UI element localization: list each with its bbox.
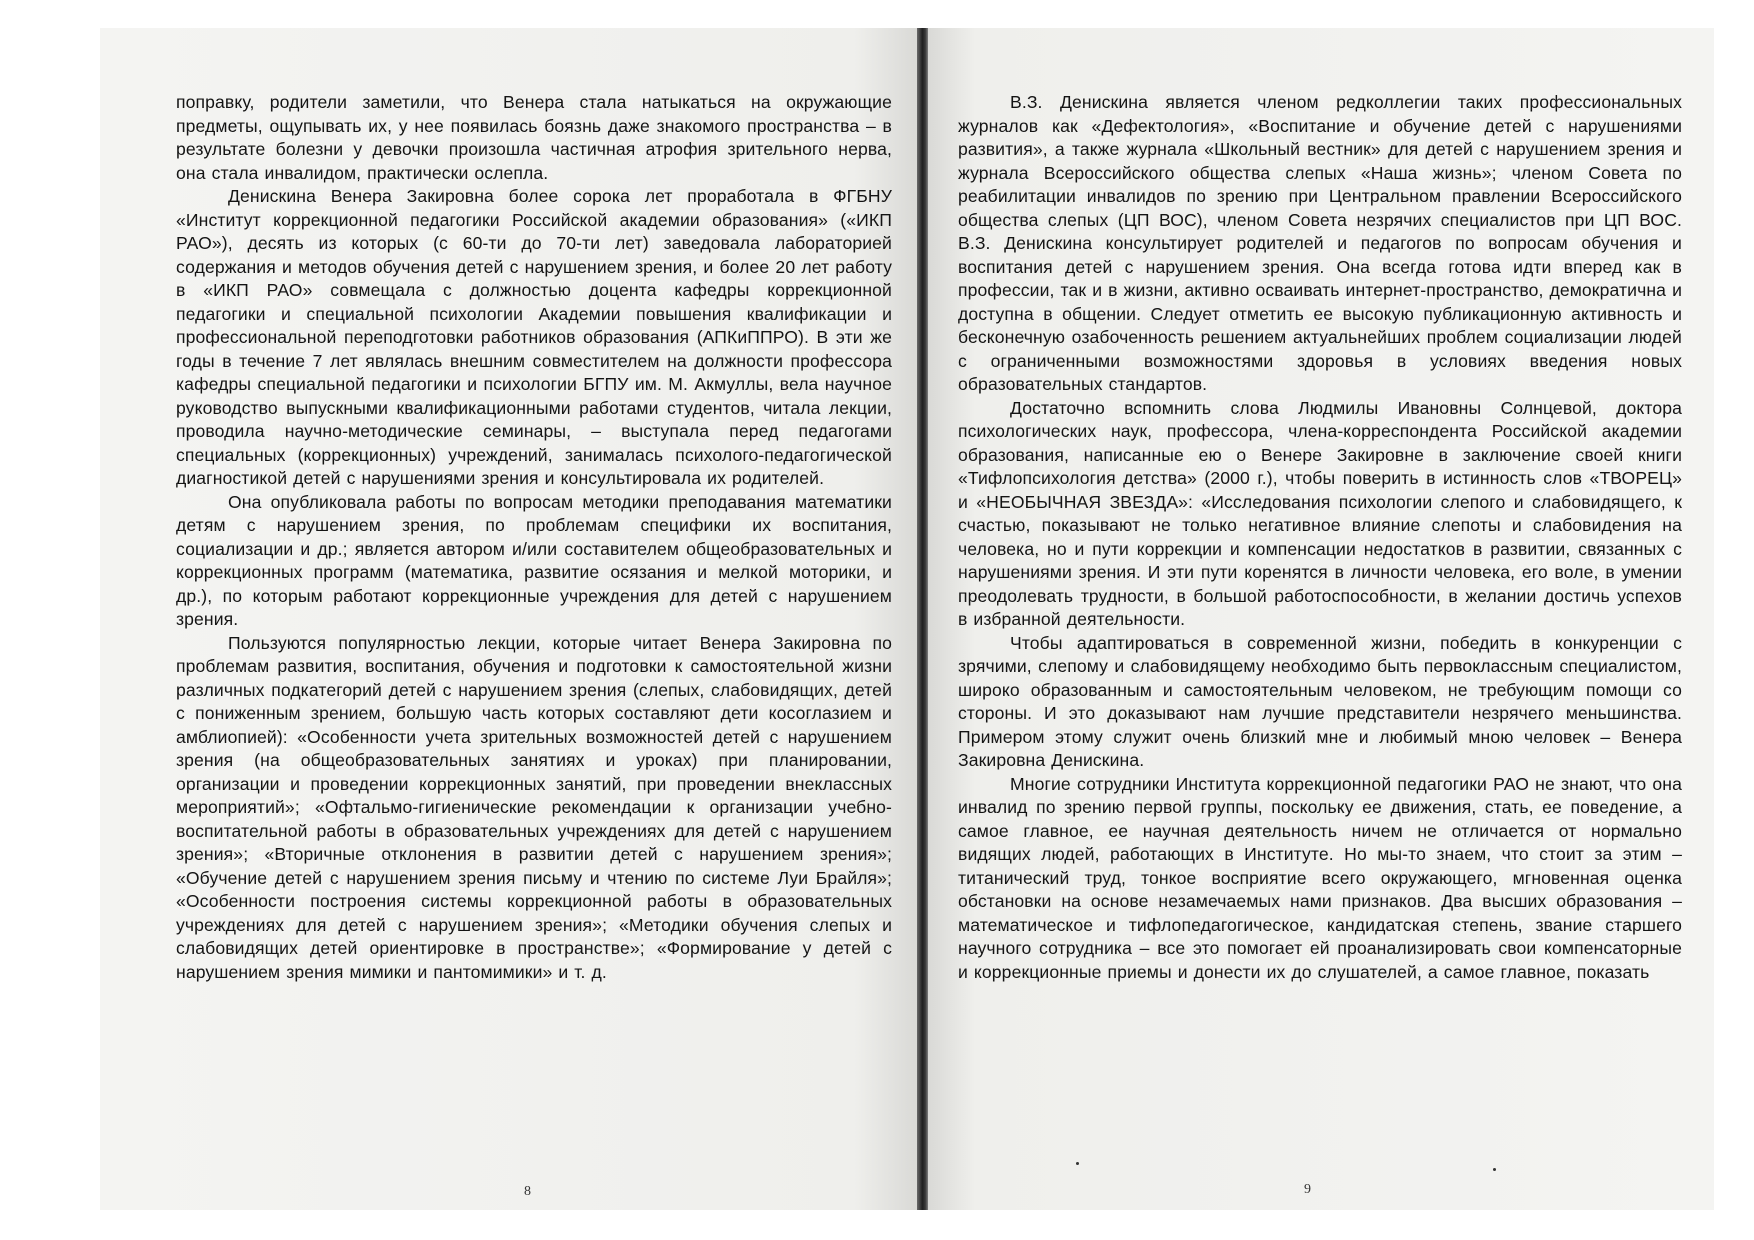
paragraph: Денискина Венера Закировна более сорока лет проработала в ФГБНУ «Институт коррекционной педагогики Российской академии образования» («ИКП РАО»), десять из которых (с 60-ти до 70-ти лет) заведовала лабораторией содержания и методов обучения детей с нарушением зрения, и более 20 лет работу в «ИКП РАО» совмещала с должностью доцента кафедры коррекционной педагогики и специальной психологии Академии повышения квалификации и профессиональной переподготовки работников образования (АПКиППРО). В эти же годы в течение 7 лет являлась внешним совместителем на должности профессора кафедры специальной педагогики и психологии БГПУ им. М. Акмуллы, вела научное руководство выпускными квалификационными работами студентов, читала лекции, проводила научно-методические семинары, – выступала перед педагогами специальных (коррекционных) учреждений, занималась психолого-педагогической диагностикой детей с нарушениями зрения и консультировала их родителей. [176, 186, 892, 488]
speck-mark [1493, 1168, 1496, 1171]
paragraph: Пользуются популярностью лекции, которые читает Венера Закировна по проблемам развития, воспитания, обучения и подготовки к самостоятельной жизни различных подкатегорий детей с нарушением зрения (слепых, слабовидящих, детей с пониженным зрением, большую часть которых составляют дети косоглазием и амблиопией): «Особенности учета зрительных возможностей детей с нарушением зрения (на общеобразовательных занятиях и уроках) при планировании, организации и проведении коррекционных занятий, при проведении внеклассных мероприятий»; «Офтальмо-гигиенические рекомендации к организации учебно-воспитательной работы в образовательных учреждениях для детей с нарушением зрения»; «Вторичные отклонения в развитии детей с нарушением зрения»; «Обучение детей с нарушением зрения письму и чтению по системе Луи Брайля»; «Особенности построения системы коррекционной работы в образовательных учреждениях для детей с нарушением зрения»; «Методики обучения слепых и слабовидящих детей ориентировке в пространстве»; «Формирование у детей с нарушением зрения мимики и пантомимики» и т. д. [176, 632, 892, 982]
paragraph: Достаточно вспомнить слова Людмилы Ивановны Солнцевой, доктора психологических наук, профессора, члена-корреспондента Российской академии образования, написанные ею о Венере Закировне в заключение своей книги «Тифлопсихология детства» (2000 г.), чтобы поверить в истинность слов «ТВОРЕЦ» и «НЕОБЫЧНАЯ ЗВЕЗДА»: «Исследования психологии слепого и слабовидящего, к счастью, показывают не только негативное влияние слепоты и слабовидения на человека, но и пути коррекции и компенсации недостатков в развитии, связанных с нарушениями зрения. И эти пути коренятся в личности человека, его воле, в умении преодолевать трудности, в большой работоспособности, в желании достичь успехов в избранной деятельности. [958, 397, 1682, 629]
paragraph: В.З. Денискина является членом редколлегии таких профессиональных журналов как «Дефектология», «Воспитание и обучение детей с нарушениями развития», а также журнала «Школьный вестник» для детей с нарушением зрения и журнала Всероссийского общества слепых «Наша жизнь»; членом Совета по реабилитации инвалидов по зрению при Центральном правлении Всероссийского общества слепых (ЦП ВОС), членом Совета незрячих специалистов при ЦП ВОС. В.З. Денискина консультирует родителей и педагогов по вопросам обучения и воспитания детей с нарушением зрения. Она всегда готова идти вперед как в профессии, так и в жизни, активно осваивать интернет-пространство, демократична и доступна в общении. Следует отметить ее высокую публикационную активность и бесконечную озабоченность решением актуальнейших проблем социализации людей с ограниченными возможностями здоровья в условиях введения новых образовательных стандартов. [958, 92, 1682, 394]
right-page-text [958, 91, 1682, 984]
left-page-text [176, 91, 892, 984]
paragraph: Она опубликовала работы по вопросам методики преподавания математики детям с нарушением зрения, по проблемам специфики их воспитания, социализации и др.; является автором и/или составителем общеобразовательных и коррекционных программ (математика, развитие осязания и мелкой моторики, и др.), по которым работают коррекционные учреждения для детей с нарушением зрения. [176, 491, 892, 629]
right-page [928, 28, 1714, 1210]
page-number: 9 [1304, 1182, 1311, 1197]
paragraph: Чтобы адаптироваться в современной жизни, победить в конкуренции с зрячими, слепому и слабовидящему необходимо быть первоклассным специалистом, широко образованным и самостоятельным человеком, не требующим помощи со стороны. И это доказывают нам лучшие представители незрячего меньшинства. Примером этому служит очень близкий мне и любимый мною человек – Венера Закировна Денискина. [958, 632, 1682, 770]
left-page [100, 28, 920, 1210]
page-number: 8 [524, 1184, 531, 1199]
speck-mark [1076, 1162, 1079, 1165]
paragraph: поправку, родители заметили, что Венера стала натыкаться на окружающие предметы, ощупывать их, у нее появилась боязнь даже знакомого пространства – в результате болезни у девочки произошла частичная атрофия зрительного нерва, она стала инвалидом, практически ослепла. [176, 92, 892, 183]
paragraph: Многие сотрудники Института коррекционной педагогики РАО не знают, что она инвалид по зрению первой группы, поскольку ее движения, стать, ее поведение, а самое главное, ее научная деятельность ничем не отличается от нормально видящих людей, работающих в Институте. Но мы-то знаем, что стоит за этим – титанический труд, тонкое восприятие всего окружающего, мгновенная оценка обстановки на основе незамечаемых нами признаков. Два высших образования – математическое и тифлопедагогическое, кандидатская степень, звание старшего научного сотрудника – все это помогает ей проанализировать свои компенсаторные и коррекционные приемы и донести их до слушателей, а самое главное, показать [958, 773, 1682, 982]
